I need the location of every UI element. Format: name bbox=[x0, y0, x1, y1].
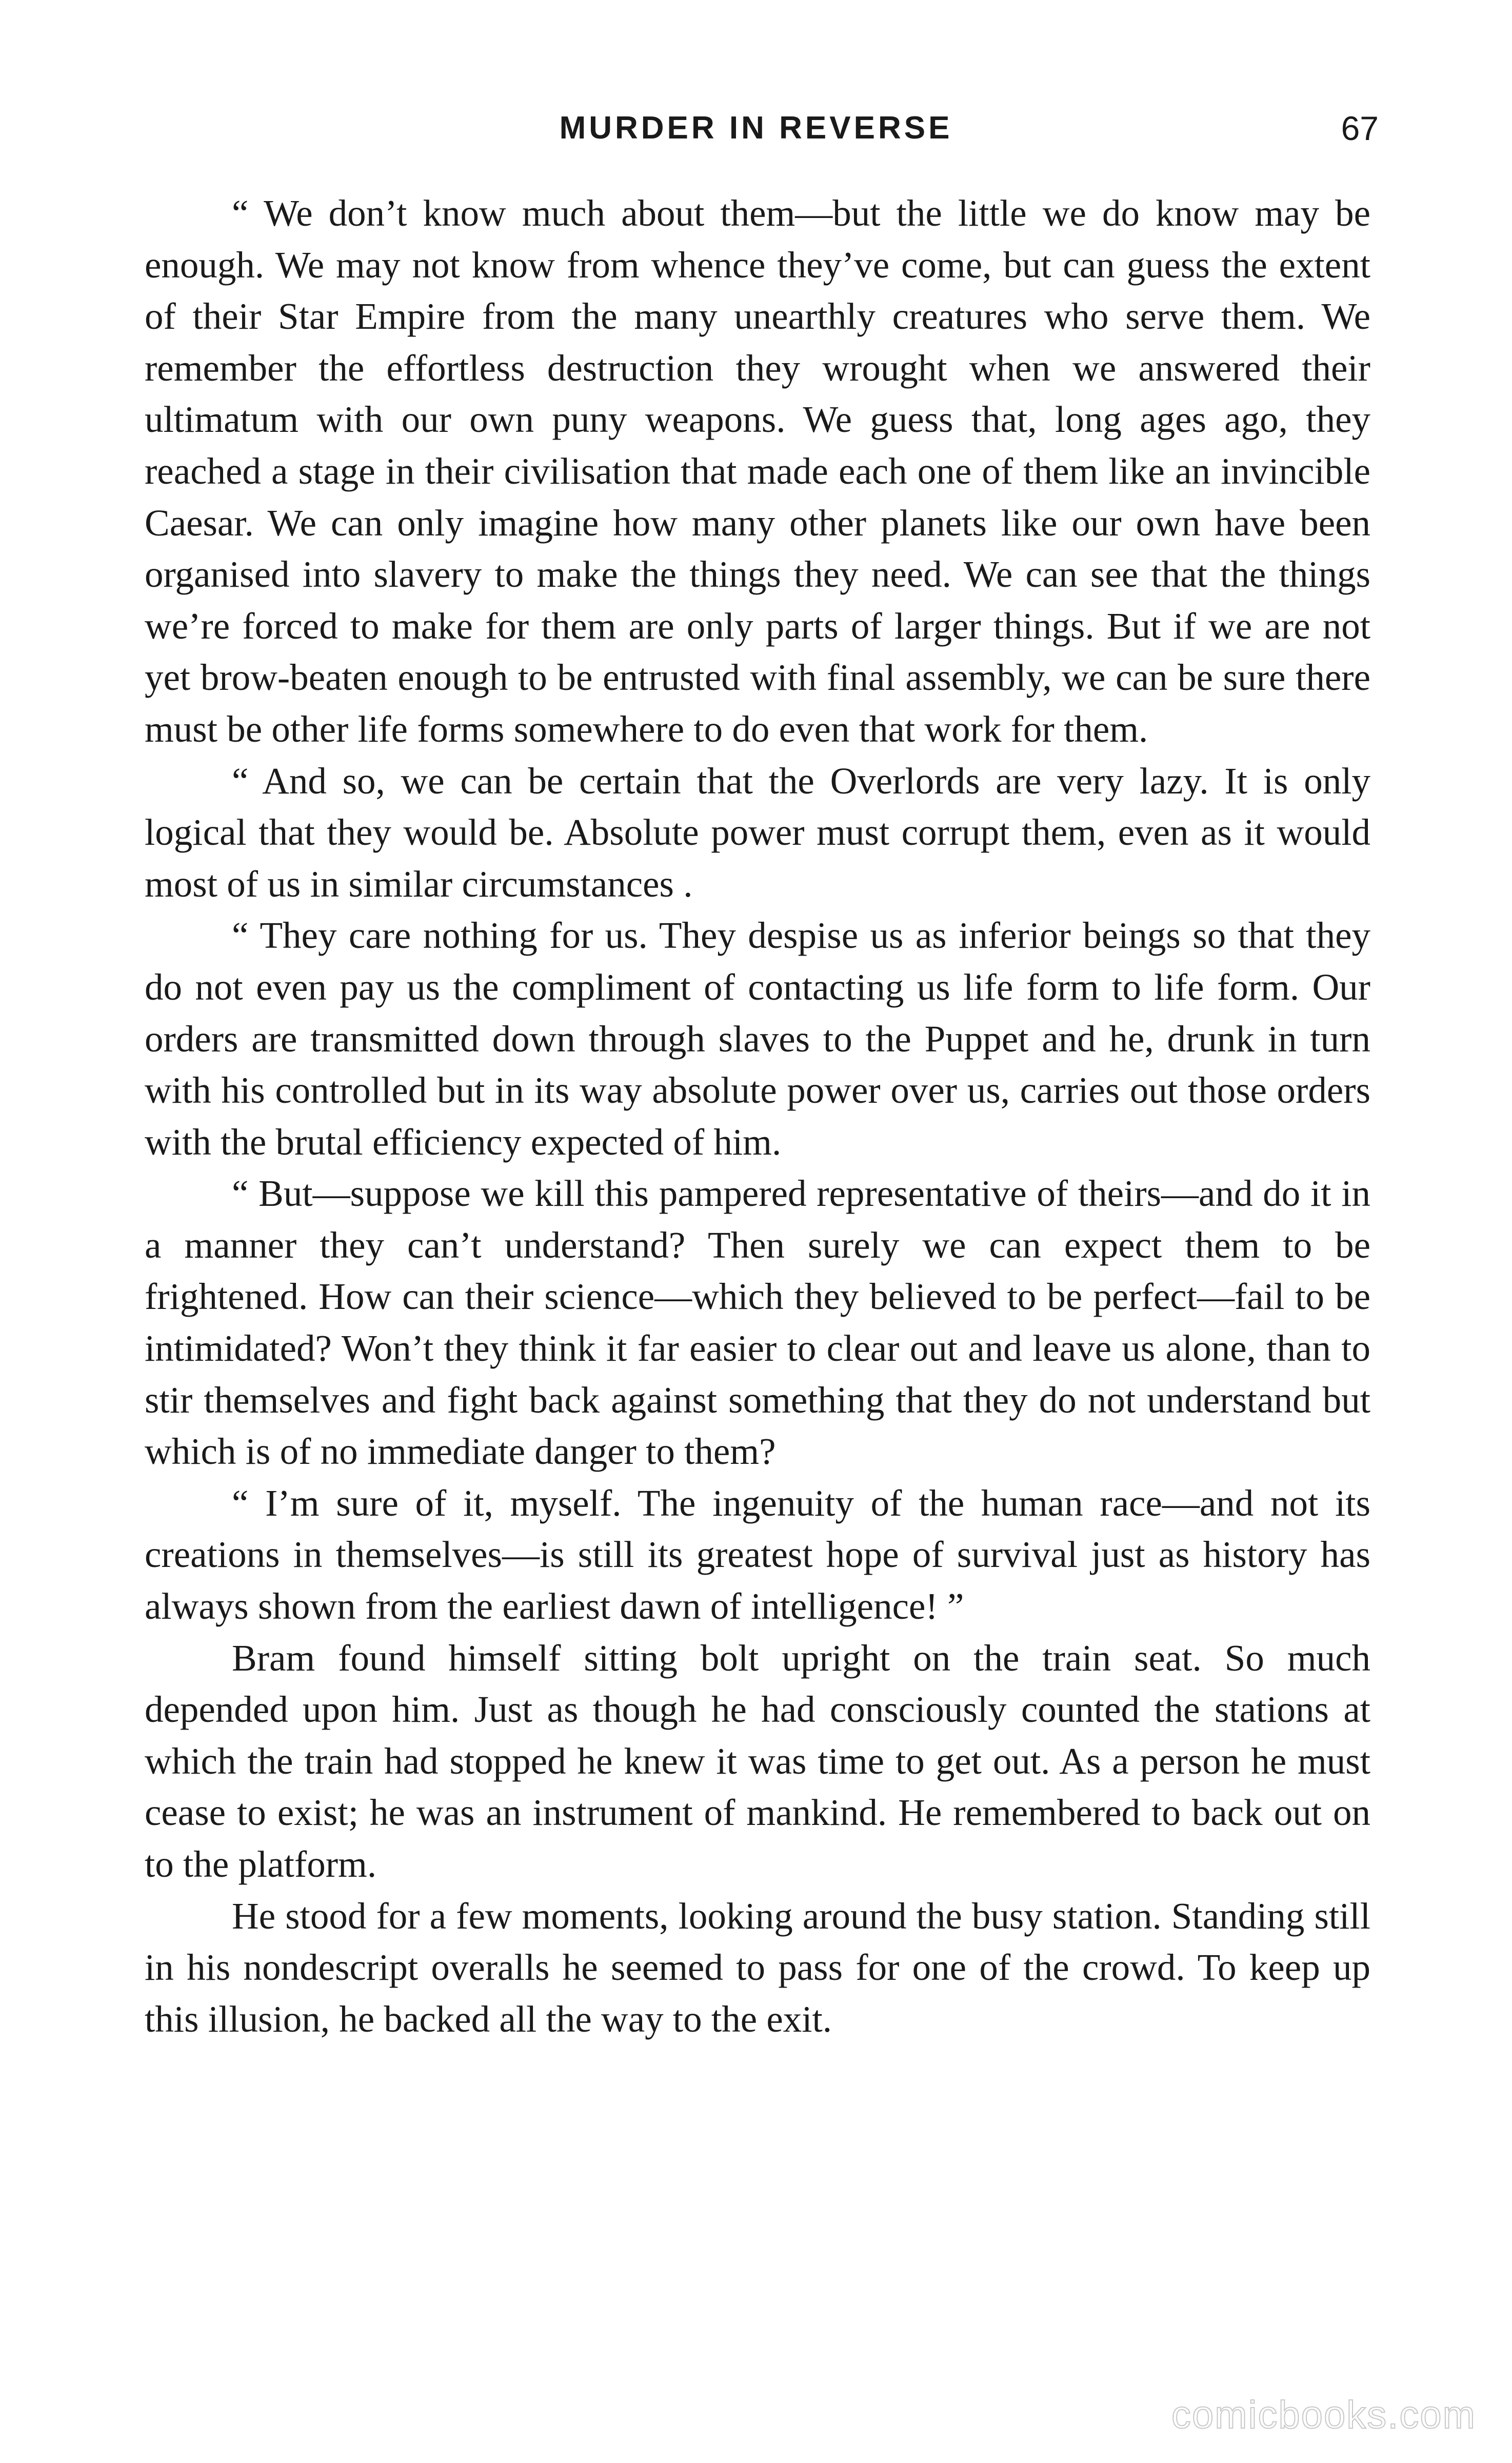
paragraph: “ I’m sure of it, myself. The ingenuity of the human race—and not its creations in themselves—is still its greatest hope of survival just as history has always shown from the earliest dawn of intelligence! ” bbox=[145, 1482, 1370, 1627]
paragraph: “ But—suppose we kill this pampered representative of theirs—and do it in a manner they can’t understand? Then surely we can expect them to be frightened. How can their science—which they believed to be perfect—fail to be intimidated? Won’t they think it far easier to clear out and leave us alone, than to stir themselves and fight back against something that they do not understand but which is of no immediate danger to them? bbox=[145, 1173, 1370, 1473]
running-head bbox=[0, 105, 1512, 151]
running-title: MURDER IN REVERSE bbox=[559, 110, 953, 146]
paragraph: “ And so, we can be certain that the Overlords are very lazy. It is only logical that they would be. Absolute power must corrupt them, even as it would most of us in similar circumstances . bbox=[145, 760, 1370, 905]
paragraph: “ We don’t know much about them—but the little we do know may be enough. We may not know from whence they’ve come, but can guess the extent of their Star Empire from the many unearthly creatures who serve them. We remember the effortless destruction they wrought when we answered their ultimatum with our own puny weapons. We guess that, long ages ago, they reached a stage in their civilisation that made each one of them like an invincible Caesar. We can only imagine how many other planets like our own have been organised into slavery to make the things they need. We can see that the things we’re forced to make for them are only parts of larger things. But if we are not yet brow-beaten enough to be entrusted with final assembly, we can be sure there must be other life forms somewhere to do even that work for them. bbox=[145, 192, 1370, 750]
paragraph: “ They care nothing for us. They despise us as inferior beings so that they do not even pay us the compliment of contacting us life form to life form. Our orders are transmitted down through slaves to the Puppet and he, drunk in turn with his controlled but in its way absolute power over us, carries out those orders with the brutal efficiency expected of him. bbox=[145, 915, 1370, 1163]
paragraph: Bram found himself sitting bolt upright on the train seat. So much depended upon him. Just as though he had consciously counted the stations at which the train had stopped he knew it was time to get out. As a person he must cease to exist; he was an instrument of mankind. He remembered to back out on to the platform. bbox=[145, 1637, 1370, 1885]
watermark: comicbooks.com bbox=[1171, 2393, 1476, 2437]
paragraph: He stood for a few moments, looking around the busy station. Standing still in his nondescript overalls he seemed to pass for one of the crowd. To keep up this illusion, he backed all the way to the exit. bbox=[145, 1895, 1370, 2040]
page-number: 67 bbox=[1341, 109, 1379, 147]
body-text bbox=[145, 188, 1370, 2045]
